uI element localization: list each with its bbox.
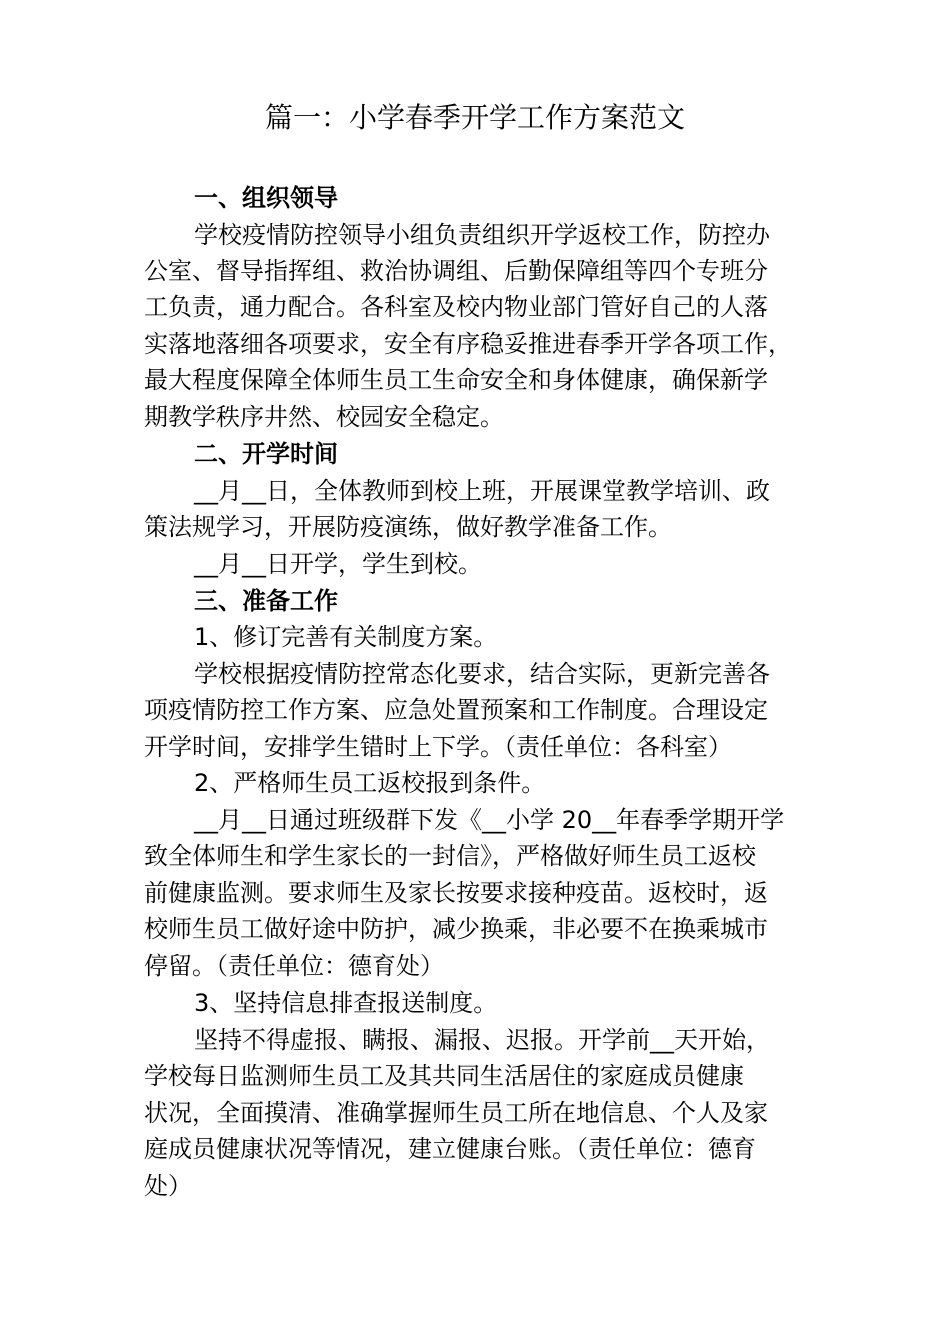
paragraph-line: 庭成员健康状况等情况，建立健康台账。（责任单位：德育 [144, 1135, 756, 1163]
paragraph-line: __月__日通过班级群下发《__小学 20__年春季学期开学 [194, 806, 785, 834]
paragraph-line: __月__日开学，学生到校。 [194, 550, 482, 578]
paragraph-line: 学校疫情防控领导小组负责组织开学返校工作，防控办 [194, 221, 770, 249]
subsection-heading: 3、坚持信息排查报送制度。 [194, 989, 498, 1017]
paragraph-line: 处） [144, 1172, 192, 1200]
paragraph-line: 坚持不得虚报、瞒报、漏报、迟报。开学前__天开始， [194, 1026, 770, 1054]
subsection-heading: 1、修订完善有关制度方案。 [194, 623, 498, 651]
paragraph-line: 停留。（责任单位：德育处） [144, 952, 444, 980]
paragraph-line: 开学时间，安排学生错时上下学。（责任单位：各科室） [144, 733, 732, 761]
paragraph-line: __月__日，全体教师到校上班，开展课堂教学培训、政 [194, 477, 770, 505]
paragraph-line: 期教学秩序井然、校园安全稳定。 [144, 403, 504, 431]
paragraph-line: 实落地落细各项要求，安全有序稳妥推进春季开学各项工作， [144, 330, 792, 358]
paragraph-line: 策法规学习，开展防疫演练，做好教学准备工作。 [144, 513, 672, 541]
paragraph-line: 学校根据疫情防控常态化要求，结合实际，更新完善各 [194, 660, 770, 688]
paragraph-line: 前健康监测。要求师生及家长按要求接种疫苗。返校时，返 [144, 879, 768, 907]
section-heading-1: 一、组织领导 [194, 184, 338, 212]
paragraph-line: 学校每日监测师生员工及其共同生活居住的家庭成员健康 [144, 1062, 744, 1090]
paragraph-line: 最大程度保障全体师生员工生命安全和身体健康，确保新学 [144, 366, 768, 394]
paragraph-line: 校师生员工做好途中防护，减少换乘，非必要不在换乘城市 [144, 915, 768, 943]
paragraph-line: 工负责，通力配合。各科室及校内物业部门管好自己的人落 [144, 293, 768, 321]
paragraph-line: 状况，全面摸清、准确掌握师生员工所在地信息、个人及家 [144, 1099, 768, 1127]
subsection-heading: 2、严格师生员工返校报到条件。 [194, 769, 546, 797]
section-heading-3: 三、准备工作 [194, 587, 338, 615]
paragraph-line: 致全体师生和学生家长的一封信》，严格做好师生员工返校 [144, 842, 756, 870]
paragraph-line: 公室、督导指挥组、救治协调组、后勤保障组等四个专班分 [144, 257, 768, 285]
document-title: 篇一：小学春季开学工作方案范文 [264, 101, 685, 134]
paragraph-line: 项疫情防控工作方案、应急处置预案和工作制度。合理设定 [144, 696, 768, 724]
section-heading-2: 二、开学时间 [194, 440, 338, 468]
